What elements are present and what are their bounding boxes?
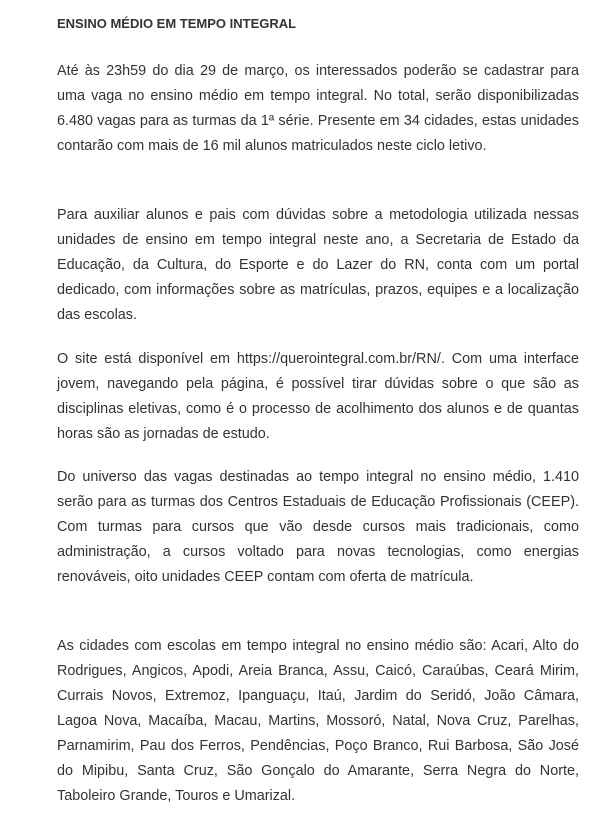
article-paragraph-4: Do universo das vagas destinadas ao tempo integral no ensino médio, 1.410 serão para as turmas dos Centros Estaduais de Educação Profissionais (CEEP). Com turmas para cursos que vão desde cursos mais tradicionais, como administração, a cursos voltado para novas tecnologias, como energias renováveis, oito unidades CEEP contam com oferta de matrícula.	[57, 469, 579, 585]
article-paragraph-2: Para auxiliar alunos e pais com dúvidas sobre a metodologia utilizada nessas unidades de ensino em tempo integral neste ano, a Secretaria de Estado da Educação, da Cultura, do Esporte e do Lazer do RN, conta com um portal dedicado, com informações sobre as matrículas, prazos, equipes e a localização das escolas.	[57, 207, 579, 323]
article-heading: ENSINO MÉDIO EM TEMPO INTEGRAL	[57, 16, 297, 31]
article-body	[57, 0, 579, 804]
article-paragraph-5: As cidades com escolas em tempo integral no ensino médio são: Acari, Alto do Rodrigues, Angicos, Apodi, Areia Branca, Assu, Caicó, Caraúbas, Ceará Mirim, Currais Novos, Extremoz, Ipanguaçu, Itaú, Jardim do Seridó, João Câmara, Lagoa Nova, Macaíba, Macau, Martins, Mossoró, Natal, Nova Cruz, Parelhas, Parnamirim, Pau dos Ferros, Pendências, Poço Branco, Rui Barbosa, São José do Mipibu, Santa Cruz, São Gonçalo do Amarante, Serra Negra do Norte, Taboleiro Grande, Touros e Umarizal.	[57, 638, 579, 804]
article-paragraph-1: Até às 23h59 do dia 29 de março, os interessados poderão se cadastrar para uma vaga no ensino médio em tempo integral. No total, serão disponibilizadas 6.480 vagas para as turmas da 1ª série. Presente em 34 cidades, estas unidades contarão com mais de 16 mil alunos matriculados neste ciclo letivo.	[57, 63, 579, 154]
article-paragraph-3: O site está disponível em https://querointegral.com.br/RN/. Com uma interface jovem, navegando pela página, é possível tirar dúvidas sobre o que são as disciplinas eletivas, como é o processo de acolhimento dos alunos e de quantas horas são as jornadas de estudo.	[57, 351, 579, 442]
